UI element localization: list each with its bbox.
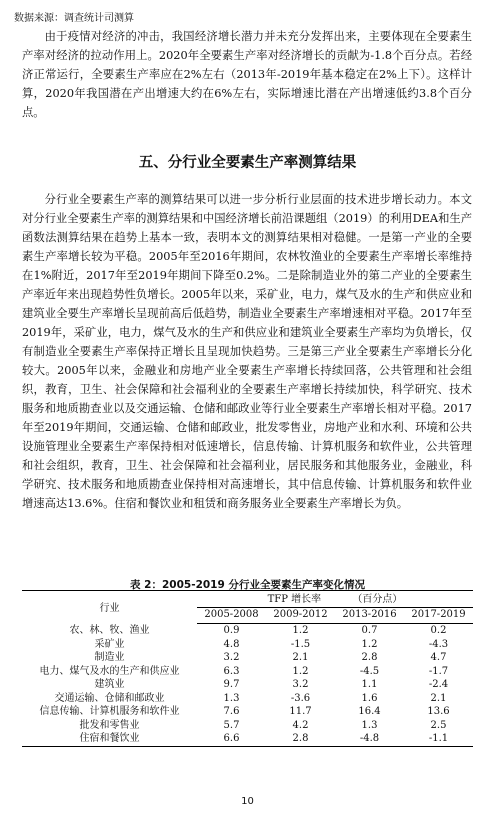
period-header: 2017-2019 xyxy=(404,607,473,624)
tfp-value: 0.2 xyxy=(430,625,447,636)
period-header: 2013-2016 xyxy=(335,607,404,624)
tfp-value: 1.3 xyxy=(223,692,240,704)
tfp-value: 9.7 xyxy=(223,679,240,690)
tfp-value: 6.6 xyxy=(197,732,266,746)
table-row xyxy=(22,638,473,652)
industry-name: 信息传输、计算机服务和软件业 xyxy=(39,706,180,717)
tfp-value: -1.5 xyxy=(290,638,311,650)
table-row xyxy=(22,705,473,719)
tfp-value: -4.3 xyxy=(428,638,449,650)
tfp-value: 3.2 xyxy=(223,652,240,663)
table-row xyxy=(22,651,473,665)
tfp-value: 4.8 xyxy=(223,638,240,650)
tfp-value: 1.2 xyxy=(292,625,309,636)
page-number: 10 xyxy=(241,796,254,807)
tfp-value: 4.7 xyxy=(430,652,447,663)
tfp-value: -4.8 xyxy=(335,732,404,746)
data-source-note: 数据来源：调查统计司测算 xyxy=(14,13,134,24)
table-row xyxy=(22,719,473,733)
period-header: 2009-2012 xyxy=(266,607,335,624)
tfp-value: 2.1 xyxy=(430,692,447,704)
tfp-value: 2.8 xyxy=(361,652,378,663)
table-row xyxy=(22,665,473,679)
paragraph-industry-tfp: 分行业全要素生产率的测算结果可以进一步分析行业层面的技术进步增长动力。本文对分行业全要素生产率的测算结果和中国经济增长前沿课题组（2019）的利用DEA和生产函数法测算结果在趋势上基本一致，表明本文的测算结果相对稳健。一是第一产业的全要素生产率增长较为平稳。2005年至2016年期间，农林牧渔业的全要素生产率增长率维持在1%附近，2017年至2019年期间下降至0.2%。二是除制造业外的第二产业的全要素生产率近年来出现趋势性负增长。2005年以来，采矿业，电力，煤气及水的生产和供应业和建筑业全要生产率增长呈现前高后低趋势，制造业全要素生产率增速相对平稳。2017年至2019年，采矿业，电力，煤气及水的生产和供应业和建筑业全要素生产率均为负增长，仅有制造业全要素生产率保持正增长且呈现加快趋势。三是第三产业全要素生产率增长分化较大。2005年以来，金融业和房地产业全要素生产率增长持续回落，公共管理和社会组织，教育，卫生、社会保障和社会福利业的全要素生产率增长持续加快，科学研究、技术服务和地质勘查业以及交通运输、仓储和邮政业等行业全要素生产率增长相对平稳。2017年至2019年期间，交通运输、仓储和邮政业，批发零售业，房地产业和水利、环境和公共设施管理业全要素生产率保持相对低速增长，信息传输、计算机服务和软件业，公共管理和社会组织，教育，卫生、社会保障和社会福利业，居民服务和其他服务业，金融业，科学研究、技术服务和地质勘查业保持相对高速增长，其中信息传输、计算机服务和软件业增速高达13.6%。住宿和餐饮业和租赁和商务服务业全要素生产率增长为负。 xyxy=(22,193,472,510)
tfp-value: -3.6 xyxy=(290,692,311,704)
tfp-value: 16.4 xyxy=(358,706,381,717)
section-heading: 五、分行业全要素生产率测算结果 xyxy=(138,155,357,171)
tfp-value: 1.6 xyxy=(361,692,378,704)
industry-name: 采矿业 xyxy=(94,638,125,650)
tfp-value: -4.5 xyxy=(359,665,380,677)
tfp-industry-table xyxy=(22,590,473,747)
tfp-value: 13.6 xyxy=(427,706,450,717)
tfp-value: 11.7 xyxy=(289,706,312,717)
period-header: 2005-2008 xyxy=(197,607,266,624)
tfp-value: 1.2 xyxy=(292,665,309,677)
tfp-value: -1.1 xyxy=(404,732,473,746)
tfp-value: -2.4 xyxy=(428,679,449,690)
row-header-industry: 行业 xyxy=(22,591,197,624)
industry-name: 批发和零售业 xyxy=(79,719,140,731)
industry-name: 电力、煤气及水的生产和供应业 xyxy=(39,665,180,677)
tfp-label: TFP 增长率 xyxy=(267,594,322,605)
table-row xyxy=(22,678,473,692)
table-row xyxy=(22,732,473,746)
tfp-value: 2.5 xyxy=(430,719,447,731)
industry-name: 交通运输、仓储和邮政业 xyxy=(54,692,165,704)
tfp-value: 6.3 xyxy=(223,665,240,677)
tfp-value: 1.2 xyxy=(361,638,378,650)
tfp-group-header xyxy=(197,591,473,608)
tfp-value: 0.9 xyxy=(223,625,240,636)
unit-label: （百分点） xyxy=(352,594,403,605)
tfp-value: 2.8 xyxy=(266,732,335,746)
tfp-value: 4.2 xyxy=(292,719,309,731)
industry-name: 建筑业 xyxy=(94,679,125,690)
tfp-value: 7.6 xyxy=(223,706,240,717)
tfp-value: -1.7 xyxy=(428,665,449,677)
tfp-value: 2.1 xyxy=(292,652,309,663)
industry-name: 制造业 xyxy=(94,652,125,663)
paragraph-tfp-2020: 由于疫情对经济的冲击，我国经济增长潜力并未充分发挥出来，主要体现在全要素生产率对经济的拉动作用上。2020年全要素生产率对经济增长的贡献为-1.8个百分点。若经济正常运行，全要素生产率应在2%左右（2013年-2019年基本稳定在2%上下）。这样计算，2020年我国潜在产出增速大约在6%左右，实际增速比潜在产出增速低约3.8个百分点。 xyxy=(22,30,472,119)
industry-name: 农、林、牧、渔业 xyxy=(69,624,150,636)
table-row xyxy=(22,624,473,638)
tfp-value: 3.2 xyxy=(292,679,309,690)
tfp-value: 0.7 xyxy=(361,625,378,636)
tfp-value: 5.7 xyxy=(223,719,240,731)
table-row xyxy=(22,692,473,706)
tfp-value: 1.1 xyxy=(361,679,378,690)
tfp-value: 1.3 xyxy=(361,719,378,731)
table-caption: 表 2：2005-2019 分行业全要素生产率变化情况 xyxy=(130,579,365,591)
industry-name: 住宿和餐饮业 xyxy=(22,732,197,746)
